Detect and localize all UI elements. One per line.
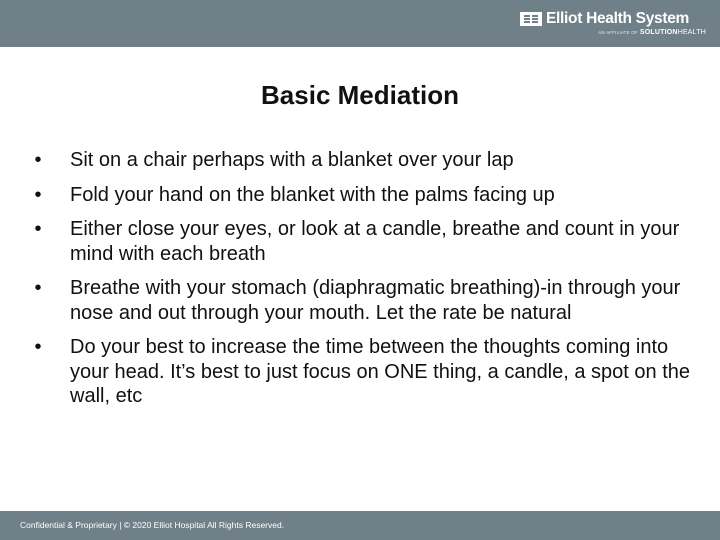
logo-tag-solution: SOLUTION [639,29,678,36]
bullet-text: Breathe with your stomach (diaphragmatic breathing)-in through your nose and out through your mouth. Let the rate be natural [70,277,681,324]
logo-tag-prefix: AN AFFILIATE OF [598,30,638,35]
bullet-dot: • [34,336,42,358]
bullet-item [28,217,698,266]
bullet-text: Either close your eyes, or look at a candle, breathe and count in your mind with each breath [70,218,680,265]
footer-copyright: Confidential & Proprietary | © 2020 Elliot Hospital All Rights Reserved. [20,520,285,530]
footer-bar [0,511,720,540]
bullet-list [28,148,698,419]
bullet-item [28,276,698,325]
bullet-item [28,335,698,409]
slide-title [0,80,720,111]
elliot-health-system-logo [506,10,706,40]
bullet-text: Fold your hand on the blanket with the palms facing up [70,183,555,206]
header-bar [0,0,720,47]
bullet-dot: • [34,183,42,206]
elliot-logo-mark-icon [520,12,542,26]
logo-name: Elliot Health System [546,10,690,27]
logo-tagline [598,29,706,36]
bullet-item [28,183,698,208]
bullet-text: Sit on a chair perhaps with a blanket over your lap [70,149,514,171]
bullet-item [28,148,698,173]
bullet-dot: • [34,218,42,240]
logo-tag-health: HEALTH [677,29,706,36]
bullet-text: Do your best to increase the time between the thoughts coming into your head. It’s best to just focus on ONE thing, a candle, a spot on the wall, etc [70,336,691,407]
slide-title-text: Basic Mediation [261,80,459,110]
bullet-dot: • [34,277,42,299]
bullet-dot: • [34,149,42,171]
